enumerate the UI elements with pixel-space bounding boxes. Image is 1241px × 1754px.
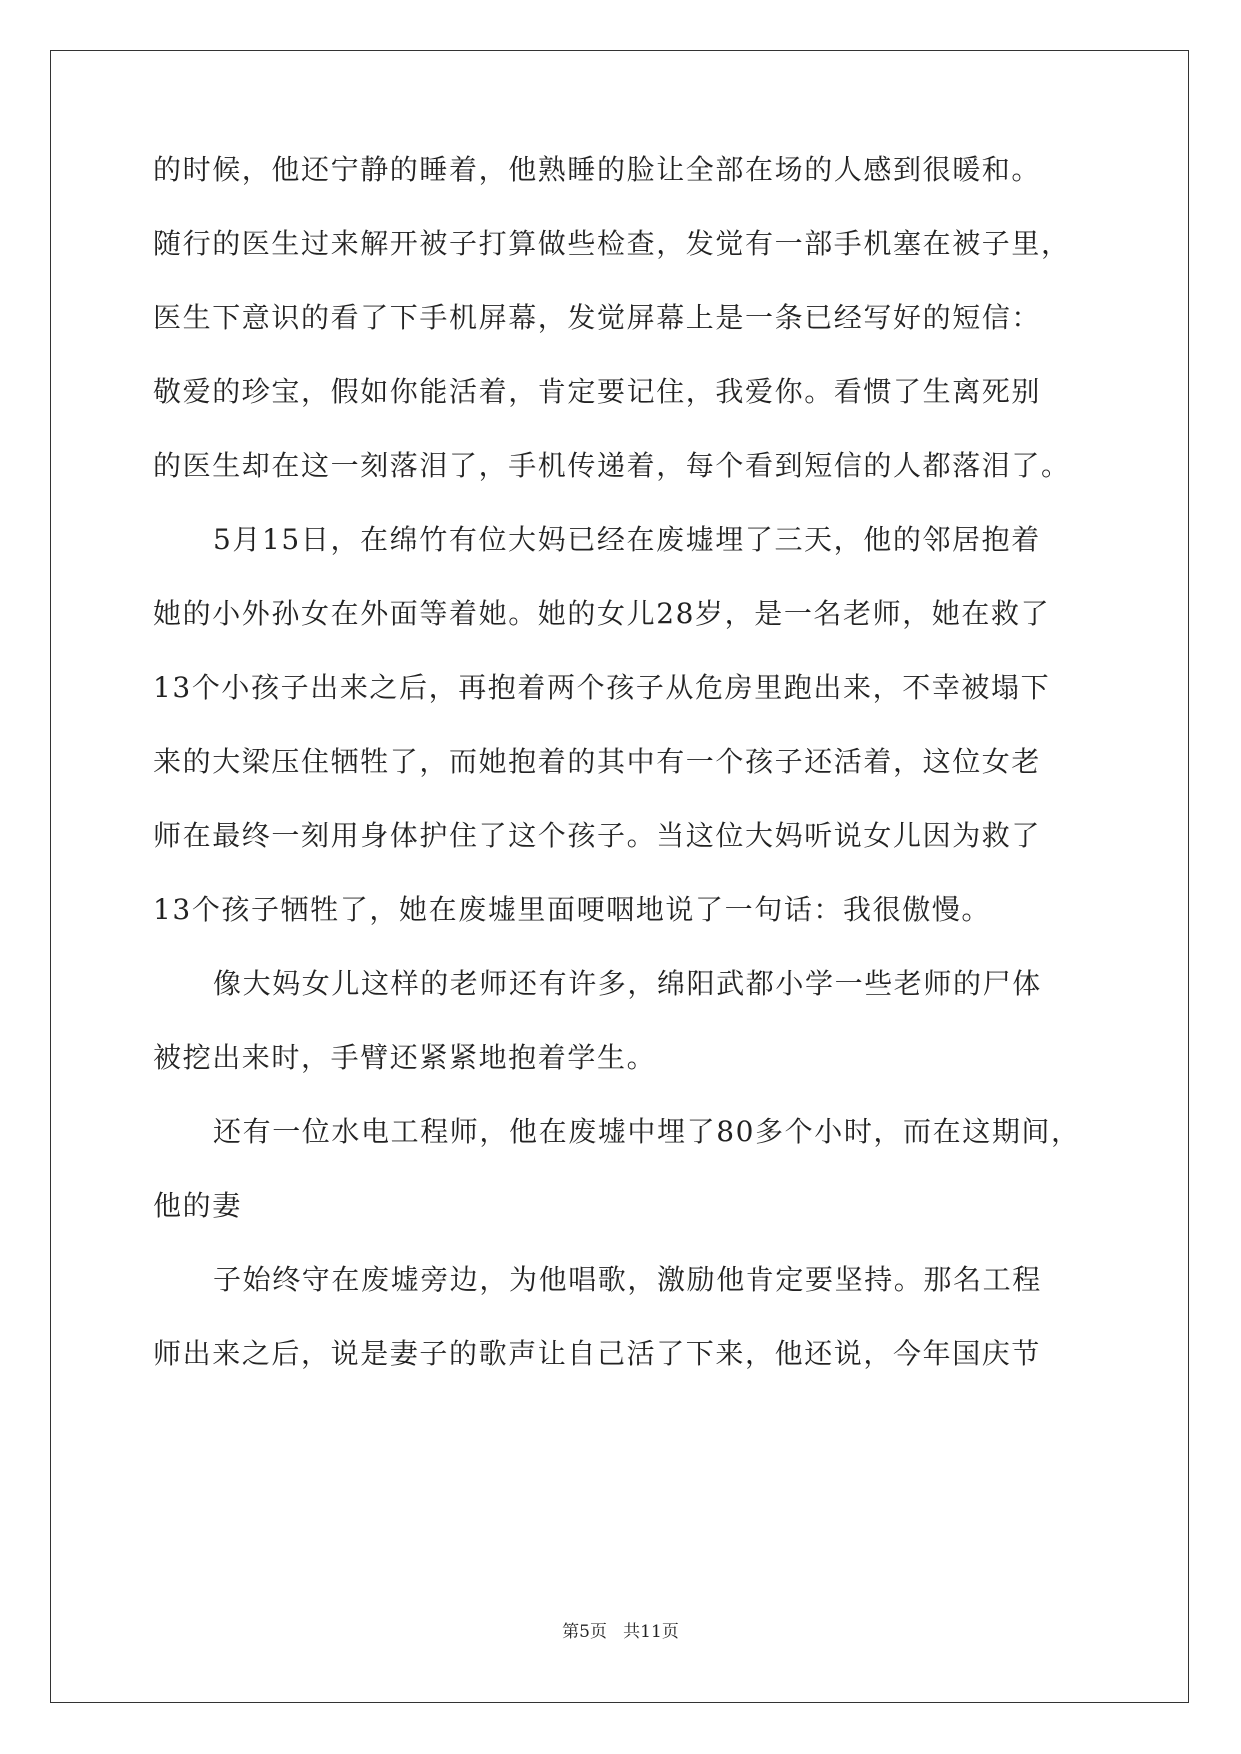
body-text-line: 她的小外孙女在外面等着她。她的女儿28岁，是一名老师，她在救了	[153, 597, 1051, 630]
paragraph-first-line: 像大妈女儿这样的老师还有许多，绵阳武都小学一些老师的尸体	[213, 967, 1042, 1000]
body-text-line: 师出来之后，说是妻子的歌声让自己活了下来，他还说，今年国庆节	[153, 1337, 1042, 1370]
body-text-line: 的时候，他还宁静的睡着，他熟睡的脸让全部在场的人感到很暖和。	[153, 153, 1042, 186]
body-text-line: 来的大梁压住牺牲了，而她抱着的其中有一个孩子还活着，这位女老	[153, 745, 1042, 778]
paragraph-first-line: 5月15日，在绵竹有位大妈已经在废墟埋了三天，他的邻居抱着	[213, 523, 1041, 556]
body-text-line: 被挖出来时，手臂还紧紧地抱着学生。	[153, 1041, 657, 1074]
body-text-line: 的医生却在这一刻落泪了，手机传递着，每个看到短信的人都落泪了。	[153, 449, 1071, 482]
body-text-line: 师在最终一刻用身体护住了这个孩子。当这位大妈听说女儿因为救了	[153, 819, 1042, 852]
page-number-footer: 第5页 共11页	[562, 1622, 679, 1642]
body-text-line: 13个孩子牺牲了，她在废墟里面哽咽地说了一句话：我很傲慢。	[153, 893, 992, 926]
body-text-line: 医生下意识的看了下手机屏幕，发觉屏幕上是一条已经写好的短信：	[153, 301, 1042, 334]
body-text-line: 他的妻	[153, 1189, 242, 1222]
paragraph-first-line: 子始终守在废墟旁边，为他唱歌，激励他肯定要坚持。那名工程	[213, 1263, 1042, 1296]
body-text-line: 敬爱的珍宝，假如你能活着，肯定要记住，我爱你。看惯了生离死别	[153, 375, 1042, 408]
paragraph-first-line: 还有一位水电工程师，他在废墟中埋了80多个小时，而在这期间，	[213, 1115, 1081, 1148]
body-text-line: 随行的医生过来解开被子打算做些检查，发觉有一部手机塞在被子里，	[153, 227, 1071, 260]
body-text-line: 13个小孩子出来之后，再抱着两个孩子从危房里跑出来，不幸被塌下	[153, 671, 1051, 704]
